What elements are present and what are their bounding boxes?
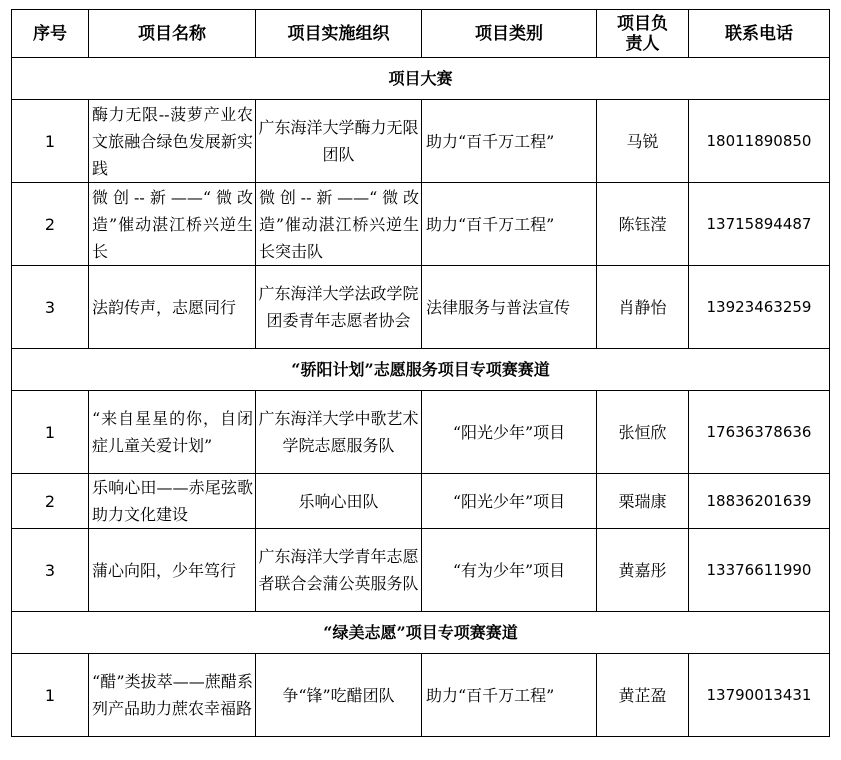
section-row (12, 349, 830, 391)
cell-name: “醋”类拔萃——蔗醋系列产品助力蔗农幸福路 (89, 654, 256, 737)
header-phone: 联系电话 (689, 10, 830, 58)
table-row (12, 391, 830, 474)
section-title: “骄阳计划”志愿服务项目专项赛赛道 (12, 349, 830, 391)
cell-name: 法韵传声，志愿同行 (89, 266, 256, 349)
table-row (12, 183, 830, 266)
header-category: 项目类别 (422, 10, 597, 58)
cell-leader: 肖静怡 (597, 266, 689, 349)
table-row (12, 474, 830, 529)
header-name: 项目名称 (89, 10, 256, 58)
cell-no: 3 (12, 266, 89, 349)
cell-org: 广东海洋大学中歌艺术学院志愿服务队 (256, 391, 422, 474)
section-title: “绿美志愿”项目专项赛赛道 (12, 612, 830, 654)
cell-name: 酶力无限--菠萝产业农文旅融合绿色发展新实践 (89, 100, 256, 183)
cell-category: “阳光少年”项目 (422, 474, 597, 529)
cell-category: “有为少年”项目 (422, 529, 597, 612)
cell-leader: 陈钰滢 (597, 183, 689, 266)
cell-phone: 13923463259 (689, 266, 830, 349)
cell-category: “阳光少年”项目 (422, 391, 597, 474)
cell-no: 1 (12, 100, 89, 183)
cell-phone: 18836201639 (689, 474, 830, 529)
cell-category: 助力“百千万工程” (422, 654, 597, 737)
cell-phone: 17636378636 (689, 391, 830, 474)
cell-leader: 黄嘉彤 (597, 529, 689, 612)
cell-name: 乐响心田——赤尾弦歌助力文化建设 (89, 474, 256, 529)
cell-phone: 13790013431 (689, 654, 830, 737)
cell-name: “来自星星的你，自闭症儿童关爱计划” (89, 391, 256, 474)
table-row (12, 654, 830, 737)
cell-leader: 张恒欣 (597, 391, 689, 474)
cell-leader: 黄芷盈 (597, 654, 689, 737)
cell-no: 1 (12, 391, 89, 474)
section-title: 项目大赛 (12, 58, 830, 100)
header-row (12, 10, 830, 58)
cell-leader: 栗瑞康 (597, 474, 689, 529)
cell-name: 微创--新——“微改造”催动湛江桥兴逆生长 (89, 183, 256, 266)
cell-org: 广东海洋大学酶力无限团队 (256, 100, 422, 183)
cell-no: 2 (12, 183, 89, 266)
cell-phone: 13715894487 (689, 183, 830, 266)
cell-org: 争“锋”吃醋团队 (256, 654, 422, 737)
cell-category: 助力“百千万工程” (422, 100, 597, 183)
table-row (12, 529, 830, 612)
cell-no: 2 (12, 474, 89, 529)
cell-phone: 18011890850 (689, 100, 830, 183)
cell-category: 助力“百千万工程” (422, 183, 597, 266)
cell-leader: 马锐 (597, 100, 689, 183)
cell-no: 3 (12, 529, 89, 612)
cell-phone: 13376611990 (689, 529, 830, 612)
cell-org: 微创--新——“微改造”催动湛江桥兴逆生长突击队 (256, 183, 422, 266)
section-row (12, 612, 830, 654)
project-table (11, 9, 830, 737)
header-leader: 项目负责人 (597, 10, 689, 58)
header-org: 项目实施组织 (256, 10, 422, 58)
cell-org: 乐响心田队 (256, 474, 422, 529)
cell-org: 广东海洋大学法政学院团委青年志愿者协会 (256, 266, 422, 349)
table-row (12, 266, 830, 349)
cell-name: 蒲心向阳，少年笃行 (89, 529, 256, 612)
section-row (12, 58, 830, 100)
cell-org: 广东海洋大学青年志愿者联合会蒲公英服务队 (256, 529, 422, 612)
table-row (12, 100, 830, 183)
header-no: 序号 (12, 10, 89, 58)
cell-no: 1 (12, 654, 89, 737)
cell-category: 法律服务与普法宣传 (422, 266, 597, 349)
